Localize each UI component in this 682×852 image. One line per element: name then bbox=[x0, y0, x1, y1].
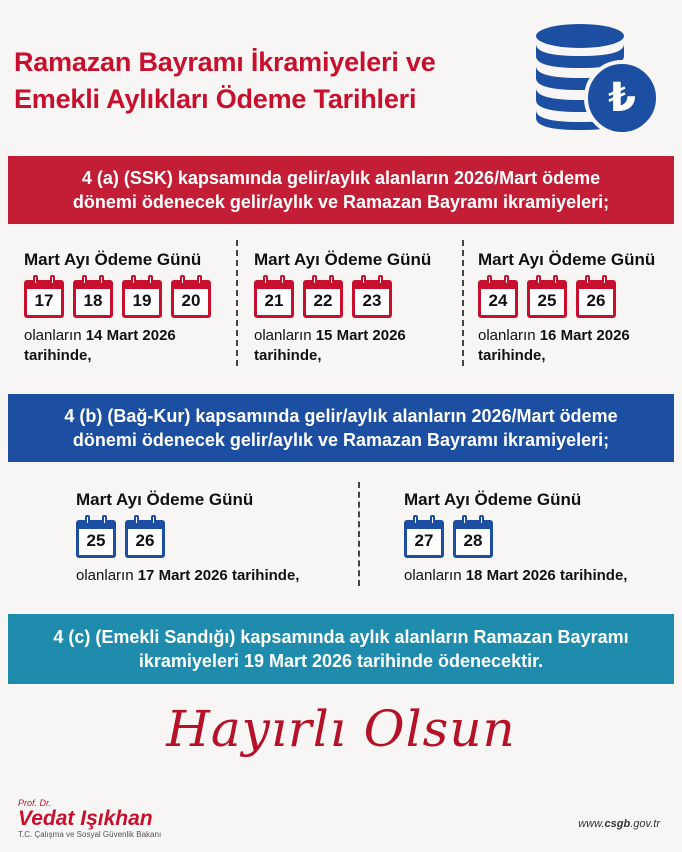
payment-day-heading: Mart Ayı Ödeme Günü bbox=[24, 250, 202, 269]
signature-prefix: Prof. Dr. bbox=[18, 798, 52, 808]
payment-day-heading: Mart Ayı Ödeme Günü bbox=[478, 250, 656, 269]
title-line-1: Ramazan Bayramı İkramiyeleri ve bbox=[14, 47, 436, 77]
page-title bbox=[14, 44, 534, 118]
bagkur-banner-line-2: dönemi ödenecek gelir/aylık ve Ramazan Bayramı ikramiyeleri; bbox=[72, 430, 610, 450]
calendar-day-number: 21 bbox=[264, 291, 284, 310]
text-prefix: olanların bbox=[24, 327, 86, 344]
text-suffix: tarihinde, bbox=[231, 567, 300, 584]
signature-block bbox=[18, 798, 161, 839]
bagkur-banner-line-1: 4 (b) (Bağ-Kur) kapsamında gelir/aylık alanların 2026/Mart ödeme bbox=[64, 406, 618, 426]
signature-title: T.C. Çalışma ve Sosyal Güvenlik Bakanı bbox=[18, 830, 162, 839]
website-link[interactable] bbox=[578, 818, 660, 830]
closing-greeting: Hayırlı Olsun bbox=[166, 700, 516, 758]
payment-date: 16 Mart 2026 bbox=[539, 327, 630, 344]
calendar-day-number: 18 bbox=[83, 291, 103, 310]
ssk-group-1 bbox=[24, 250, 211, 366]
calendar-day-number: 27 bbox=[414, 531, 434, 550]
payment-day-heading: Mart Ayı Ödeme Günü bbox=[76, 490, 254, 509]
calendar-day-number: 19 bbox=[132, 291, 152, 310]
payment-date-text bbox=[254, 326, 431, 366]
emekli-banner-line-1: 4 (c) (Emekli Sandığı) kapsamında aylık alanların Ramazan Bayramı bbox=[53, 627, 629, 647]
calendar-day-icon bbox=[254, 280, 294, 318]
text-suffix: tarihinde, bbox=[24, 347, 92, 364]
payment-day-heading: Mart Ayı Ödeme Günü bbox=[254, 250, 432, 269]
calendar-day-icon bbox=[171, 280, 211, 318]
payment-date-text bbox=[76, 566, 299, 586]
calendar-day-icon bbox=[73, 280, 113, 318]
dashed-separator bbox=[236, 240, 238, 366]
ssk-banner bbox=[8, 156, 674, 224]
calendar-day-icon bbox=[478, 280, 518, 318]
calendar-day-icon bbox=[404, 520, 444, 558]
calendar-day-number: 28 bbox=[463, 531, 483, 550]
calendar-day-icon bbox=[24, 280, 64, 318]
dashed-separator bbox=[358, 482, 360, 586]
title-line-2: Emekli Aylıkları Ödeme Tarihleri bbox=[14, 84, 417, 114]
payment-date: 14 Mart 2026 bbox=[85, 327, 176, 344]
emekli-sandigi-banner bbox=[8, 614, 674, 684]
coin-stack-icon bbox=[528, 20, 668, 140]
text-suffix: tarihinde, bbox=[559, 567, 628, 584]
payment-date: 17 Mart 2026 bbox=[137, 567, 228, 584]
text-prefix: olanların bbox=[76, 567, 138, 584]
calendar-day-number: 26 bbox=[135, 531, 155, 550]
payment-date: 18 Mart 2026 bbox=[465, 567, 556, 584]
ssk-group-3 bbox=[478, 250, 655, 366]
text-prefix: olanların bbox=[404, 567, 466, 584]
calendar-day-number: 22 bbox=[313, 291, 333, 310]
url-suffix: .gov.tr bbox=[630, 818, 660, 830]
calendar-day-number: 25 bbox=[537, 291, 557, 310]
calendar-day-number: 25 bbox=[86, 531, 106, 550]
text-prefix: olanların bbox=[254, 327, 316, 344]
calendar-day-icon bbox=[122, 280, 162, 318]
calendar-day-number: 17 bbox=[34, 291, 54, 310]
ssk-banner-line-2: dönemi ödenecek gelir/aylık ve Ramazan Bayramı ikramiyeleri; bbox=[72, 192, 610, 212]
signature-name: Vedat Işıkhan bbox=[18, 807, 153, 830]
calendar-day-icon bbox=[303, 280, 343, 318]
payment-date-text bbox=[404, 566, 627, 586]
text-suffix: tarihinde, bbox=[254, 347, 322, 364]
ssk-group-2 bbox=[254, 250, 431, 366]
text-prefix: olanların bbox=[478, 327, 540, 344]
calendar-day-icon bbox=[76, 520, 116, 558]
calendar-day-number: 26 bbox=[586, 291, 606, 310]
emekli-banner-line-2: ikramiyeleri 19 Mart 2026 tarihinde ödenecektir. bbox=[138, 651, 544, 671]
calendar-day-number: 24 bbox=[488, 291, 508, 310]
payment-date-text bbox=[478, 326, 655, 366]
calendar-day-number: 20 bbox=[181, 291, 201, 310]
calendar-day-icon bbox=[576, 280, 616, 318]
calendar-day-icon bbox=[352, 280, 392, 318]
text-suffix: tarihinde, bbox=[478, 347, 546, 364]
payment-day-heading: Mart Ayı Ödeme Günü bbox=[404, 490, 582, 509]
ssk-banner-line-1: 4 (a) (SSK) kapsamında gelir/aylık alanların 2026/Mart ödeme bbox=[81, 168, 601, 188]
bagkur-group-2 bbox=[404, 490, 627, 586]
payment-date-text bbox=[24, 326, 211, 366]
url-domain: csgb bbox=[604, 818, 631, 830]
lira-symbol: ₺ bbox=[608, 76, 636, 120]
calendar-day-icon bbox=[527, 280, 567, 318]
payment-date: 15 Mart 2026 bbox=[315, 327, 406, 344]
url-prefix: www. bbox=[578, 818, 605, 830]
calendar-day-icon bbox=[453, 520, 493, 558]
calendar-day-icon bbox=[125, 520, 165, 558]
bagkur-banner bbox=[8, 394, 674, 462]
dashed-separator bbox=[462, 240, 464, 366]
bagkur-group-1 bbox=[76, 490, 299, 586]
calendar-day-number: 23 bbox=[362, 291, 382, 310]
